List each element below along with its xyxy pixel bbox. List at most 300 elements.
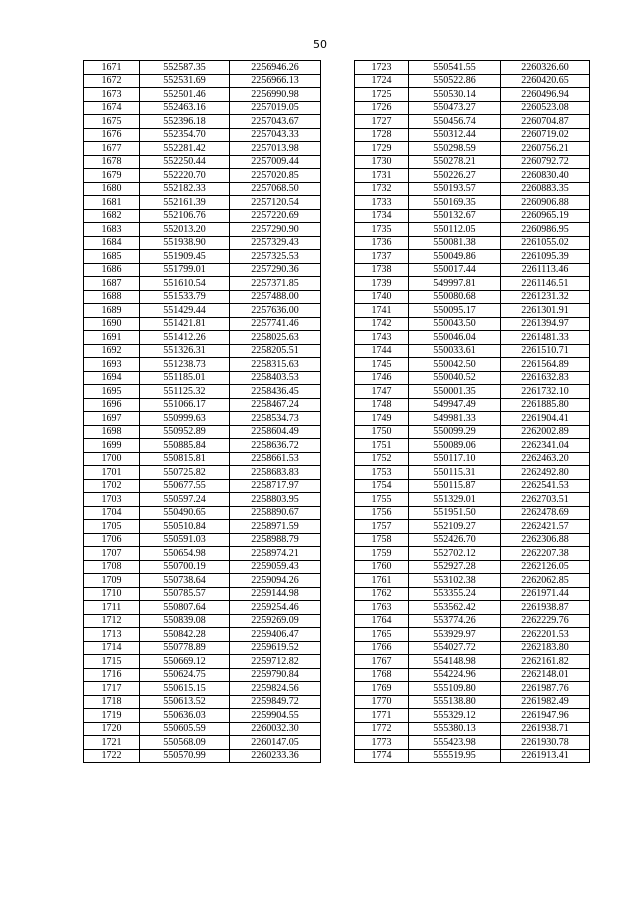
table-row [355,533,590,547]
y-coordinate-cell: 2260792.72 [501,155,590,169]
table-row [355,142,590,156]
table-row [355,182,590,196]
y-coordinate-cell: 2258803.95 [230,493,321,507]
table-row [84,452,321,466]
y-coordinate-cell: 2261301.91 [501,304,590,318]
x-coordinate-cell: 550700.19 [140,560,230,574]
y-coordinate-cell: 2257741.46 [230,317,321,331]
table-row [355,601,590,615]
x-coordinate-cell: 550591.03 [140,533,230,547]
table-row [355,425,590,439]
point-number-cell: 1737 [355,250,409,264]
y-coordinate-cell: 2261055.02 [501,236,590,250]
table-row [84,155,321,169]
y-coordinate-cell: 2261987.76 [501,682,590,696]
y-coordinate-cell: 2260906.88 [501,196,590,210]
x-coordinate-cell: 550046.04 [409,331,501,345]
table-row [84,196,321,210]
x-coordinate-cell: 551533.79 [140,290,230,304]
point-number-cell: 1766 [355,641,409,655]
x-coordinate-cell: 551938.90 [140,236,230,250]
point-number-cell: 1728 [355,128,409,142]
x-coordinate-cell: 550541.55 [409,61,501,75]
point-number-cell: 1695 [84,385,140,399]
point-number-cell: 1739 [355,277,409,291]
y-coordinate-cell: 2258636.72 [230,439,321,453]
table-row [84,560,321,574]
point-number-cell: 1738 [355,263,409,277]
x-coordinate-cell: 550473.27 [409,101,501,115]
table-row [84,749,321,763]
y-coordinate-cell: 2257043.33 [230,128,321,142]
y-coordinate-cell: 2261146.51 [501,277,590,291]
y-coordinate-cell: 2261632.83 [501,371,590,385]
x-coordinate-cell: 550080.68 [409,290,501,304]
table-row [84,547,321,561]
point-number-cell: 1691 [84,331,140,345]
table-body [84,61,321,763]
table-row [84,533,321,547]
point-number-cell: 1676 [84,128,140,142]
point-number-cell: 1731 [355,169,409,183]
table-row [355,547,590,561]
point-number-cell: 1700 [84,452,140,466]
point-number-cell: 1774 [355,749,409,763]
point-number-cell: 1707 [84,547,140,561]
point-number-cell: 1719 [84,709,140,723]
table-row [355,358,590,372]
table-row [355,412,590,426]
table-row [84,425,321,439]
table-row [355,520,590,534]
y-coordinate-cell: 2259849.72 [230,695,321,709]
y-coordinate-cell: 2260704.87 [501,115,590,129]
y-coordinate-cell: 2257068.50 [230,182,321,196]
point-number-cell: 1701 [84,466,140,480]
table-row [355,88,590,102]
table-row [355,695,590,709]
table-row [84,371,321,385]
x-coordinate-cell: 552463.16 [140,101,230,115]
table-row [84,520,321,534]
y-coordinate-cell: 2259824.56 [230,682,321,696]
point-number-cell: 1760 [355,560,409,574]
y-coordinate-cell: 2258661.53 [230,452,321,466]
table-row [84,250,321,264]
x-coordinate-cell: 550654.98 [140,547,230,561]
y-coordinate-cell: 2257290.36 [230,263,321,277]
point-number-cell: 1677 [84,142,140,156]
y-coordinate-cell: 2260830.40 [501,169,590,183]
x-coordinate-cell: 550042.50 [409,358,501,372]
table-row [355,155,590,169]
x-coordinate-cell: 552220.70 [140,169,230,183]
point-number-cell: 1748 [355,398,409,412]
x-coordinate-cell: 553562.42 [409,601,501,615]
point-number-cell: 1698 [84,425,140,439]
y-coordinate-cell: 2261095.39 [501,250,590,264]
y-coordinate-cell: 2261971.44 [501,587,590,601]
y-coordinate-cell: 2259254.46 [230,601,321,615]
x-coordinate-cell: 551799.01 [140,263,230,277]
table-row [355,61,590,75]
x-coordinate-cell: 550169.35 [409,196,501,210]
y-coordinate-cell: 2260233.36 [230,749,321,763]
table-row [84,709,321,723]
point-number-cell: 1680 [84,182,140,196]
point-number-cell: 1720 [84,722,140,736]
x-coordinate-cell: 550312.44 [409,128,501,142]
point-number-cell: 1773 [355,736,409,750]
x-coordinate-cell: 550839.08 [140,614,230,628]
table-row [355,614,590,628]
x-coordinate-cell: 551909.45 [140,250,230,264]
y-coordinate-cell: 2258604.49 [230,425,321,439]
y-coordinate-cell: 2262148.01 [501,668,590,682]
x-coordinate-cell: 550043.50 [409,317,501,331]
point-number-cell: 1734 [355,209,409,223]
table-row [355,209,590,223]
x-coordinate-cell: 550490.65 [140,506,230,520]
table-row [355,115,590,129]
y-coordinate-cell: 2261113.46 [501,263,590,277]
x-coordinate-cell: 550530.14 [409,88,501,102]
point-number-cell: 1723 [355,61,409,75]
table-row [84,412,321,426]
y-coordinate-cell: 2261885.80 [501,398,590,412]
point-number-cell: 1765 [355,628,409,642]
y-coordinate-cell: 2261510.71 [501,344,590,358]
x-coordinate-cell: 550298.59 [409,142,501,156]
table-row [355,101,590,115]
y-coordinate-cell: 2256966.13 [230,74,321,88]
x-coordinate-cell: 550842.28 [140,628,230,642]
x-coordinate-cell: 550049.86 [409,250,501,264]
point-number-cell: 1717 [84,682,140,696]
y-coordinate-cell: 2259406.47 [230,628,321,642]
y-coordinate-cell: 2258205.51 [230,344,321,358]
table-row [84,493,321,507]
y-coordinate-cell: 2258988.79 [230,533,321,547]
point-number-cell: 1754 [355,479,409,493]
y-coordinate-cell: 2258683.83 [230,466,321,480]
table-row [84,142,321,156]
y-coordinate-cell: 2258974.21 [230,547,321,561]
table-row [355,641,590,655]
table-row [84,628,321,642]
table-row [84,317,321,331]
x-coordinate-cell: 552109.27 [409,520,501,534]
point-number-cell: 1757 [355,520,409,534]
y-coordinate-cell: 2261564.89 [501,358,590,372]
table-row [84,88,321,102]
table-body [355,61,590,763]
y-coordinate-cell: 2260032.30 [230,722,321,736]
y-coordinate-cell: 2256990.98 [230,88,321,102]
y-coordinate-cell: 2259094.26 [230,574,321,588]
point-number-cell: 1699 [84,439,140,453]
table-row [84,358,321,372]
point-number-cell: 1713 [84,628,140,642]
x-coordinate-cell: 554027.72 [409,641,501,655]
y-coordinate-cell: 2262463.20 [501,452,590,466]
x-coordinate-cell: 550725.82 [140,466,230,480]
x-coordinate-cell: 551326.31 [140,344,230,358]
point-number-cell: 1693 [84,358,140,372]
point-number-cell: 1729 [355,142,409,156]
table-row [84,655,321,669]
table-row [84,128,321,142]
y-coordinate-cell: 2262478.69 [501,506,590,520]
x-coordinate-cell: 550613.52 [140,695,230,709]
y-coordinate-cell: 2259059.43 [230,560,321,574]
y-coordinate-cell: 2257009.44 [230,155,321,169]
x-coordinate-cell: 550570.99 [140,749,230,763]
table-row [355,560,590,574]
y-coordinate-cell: 2258534.73 [230,412,321,426]
y-coordinate-cell: 2258971.59 [230,520,321,534]
x-coordinate-cell: 550115.87 [409,479,501,493]
y-coordinate-cell: 2257013.98 [230,142,321,156]
point-number-cell: 1678 [84,155,140,169]
x-coordinate-cell: 555423.98 [409,736,501,750]
y-coordinate-cell: 2257120.54 [230,196,321,210]
x-coordinate-cell: 554224.96 [409,668,501,682]
table-row [355,196,590,210]
point-number-cell: 1730 [355,155,409,169]
point-number-cell: 1689 [84,304,140,318]
point-number-cell: 1733 [355,196,409,210]
point-number-cell: 1684 [84,236,140,250]
x-coordinate-cell: 552501.46 [140,88,230,102]
point-number-cell: 1679 [84,169,140,183]
y-coordinate-cell: 2257329.43 [230,236,321,250]
table-row [355,452,590,466]
point-number-cell: 1688 [84,290,140,304]
y-coordinate-cell: 2260756.21 [501,142,590,156]
x-coordinate-cell: 553929.97 [409,628,501,642]
x-coordinate-cell: 553355.24 [409,587,501,601]
x-coordinate-cell: 549947.49 [409,398,501,412]
point-number-cell: 1726 [355,101,409,115]
x-coordinate-cell: 551238.73 [140,358,230,372]
table-row [84,506,321,520]
x-coordinate-cell: 550040.52 [409,371,501,385]
point-number-cell: 1751 [355,439,409,453]
point-number-cell: 1686 [84,263,140,277]
table-row [355,385,590,399]
y-coordinate-cell: 2257636.00 [230,304,321,318]
x-coordinate-cell: 550778.89 [140,641,230,655]
point-number-cell: 1747 [355,385,409,399]
x-coordinate-cell: 550017.44 [409,263,501,277]
table-row [84,101,321,115]
y-coordinate-cell: 2257371.85 [230,277,321,291]
y-coordinate-cell: 2260420.65 [501,74,590,88]
point-number-cell: 1710 [84,587,140,601]
table-row [355,290,590,304]
table-row [84,574,321,588]
y-coordinate-cell: 2260326.60 [501,61,590,75]
x-coordinate-cell: 552106.76 [140,209,230,223]
table-row [84,614,321,628]
x-coordinate-cell: 551412.26 [140,331,230,345]
point-number-cell: 1709 [84,574,140,588]
y-coordinate-cell: 2261904.41 [501,412,590,426]
x-coordinate-cell: 550095.17 [409,304,501,318]
x-coordinate-cell: 555109.80 [409,682,501,696]
point-number-cell: 1690 [84,317,140,331]
table-row [355,655,590,669]
y-coordinate-cell: 2262541.53 [501,479,590,493]
table-row [355,479,590,493]
point-number-cell: 1673 [84,88,140,102]
point-number-cell: 1743 [355,331,409,345]
x-coordinate-cell: 550807.64 [140,601,230,615]
y-coordinate-cell: 2259904.55 [230,709,321,723]
y-coordinate-cell: 2258890.67 [230,506,321,520]
y-coordinate-cell: 2262421.57 [501,520,590,534]
y-coordinate-cell: 2260147.05 [230,736,321,750]
table-row [84,169,321,183]
point-number-cell: 1705 [84,520,140,534]
point-number-cell: 1745 [355,358,409,372]
x-coordinate-cell: 550522.86 [409,74,501,88]
x-coordinate-cell: 550001.35 [409,385,501,399]
x-coordinate-cell: 550738.64 [140,574,230,588]
x-coordinate-cell: 550117.10 [409,452,501,466]
table-row [84,682,321,696]
coordinates-table-left [83,60,321,763]
x-coordinate-cell: 550081.38 [409,236,501,250]
point-number-cell: 1671 [84,61,140,75]
y-coordinate-cell: 2262201.53 [501,628,590,642]
x-coordinate-cell: 551951.50 [409,506,501,520]
table-row [355,74,590,88]
table-row [84,439,321,453]
table-row [84,641,321,655]
point-number-cell: 1764 [355,614,409,628]
point-number-cell: 1744 [355,344,409,358]
x-coordinate-cell: 552927.28 [409,560,501,574]
point-number-cell: 1732 [355,182,409,196]
table-row [355,128,590,142]
table-row [355,223,590,237]
table-row [355,628,590,642]
x-coordinate-cell: 551429.44 [140,304,230,318]
x-coordinate-cell: 551125.32 [140,385,230,399]
table-row [84,290,321,304]
table-row [355,736,590,750]
y-coordinate-cell: 2257488.00 [230,290,321,304]
x-coordinate-cell: 552281.42 [140,142,230,156]
x-coordinate-cell: 552531.69 [140,74,230,88]
table-row [355,749,590,763]
y-coordinate-cell: 2262703.51 [501,493,590,507]
y-coordinate-cell: 2261394.97 [501,317,590,331]
x-coordinate-cell: 554148.98 [409,655,501,669]
point-number-cell: 1769 [355,682,409,696]
y-coordinate-cell: 2262341.04 [501,439,590,453]
page-number: 50 [313,38,327,51]
table-row [84,115,321,129]
x-coordinate-cell: 550099.29 [409,425,501,439]
y-coordinate-cell: 2256946.26 [230,61,321,75]
x-coordinate-cell: 553102.38 [409,574,501,588]
point-number-cell: 1771 [355,709,409,723]
y-coordinate-cell: 2261231.32 [501,290,590,304]
table-row [84,182,321,196]
y-coordinate-cell: 2258315.63 [230,358,321,372]
x-coordinate-cell: 552250.44 [140,155,230,169]
x-coordinate-cell: 550615.15 [140,682,230,696]
point-number-cell: 1703 [84,493,140,507]
point-number-cell: 1767 [355,655,409,669]
y-coordinate-cell: 2257043.67 [230,115,321,129]
point-number-cell: 1740 [355,290,409,304]
table-row [84,277,321,291]
x-coordinate-cell: 552426.70 [409,533,501,547]
x-coordinate-cell: 550952.89 [140,425,230,439]
x-coordinate-cell: 552161.39 [140,196,230,210]
table-row [355,250,590,264]
y-coordinate-cell: 2261938.87 [501,601,590,615]
y-coordinate-cell: 2262229.76 [501,614,590,628]
x-coordinate-cell: 550785.57 [140,587,230,601]
y-coordinate-cell: 2260986.95 [501,223,590,237]
x-coordinate-cell: 550456.74 [409,115,501,129]
x-coordinate-cell: 550115.31 [409,466,501,480]
table-row [84,263,321,277]
x-coordinate-cell: 552354.70 [140,128,230,142]
point-number-cell: 1704 [84,506,140,520]
x-coordinate-cell: 552396.18 [140,115,230,129]
point-number-cell: 1746 [355,371,409,385]
table-row [355,263,590,277]
point-number-cell: 1721 [84,736,140,750]
table-row [355,722,590,736]
x-coordinate-cell: 550636.03 [140,709,230,723]
x-coordinate-cell: 550568.09 [140,736,230,750]
point-number-cell: 1694 [84,371,140,385]
point-number-cell: 1706 [84,533,140,547]
y-coordinate-cell: 2258717.97 [230,479,321,493]
y-coordinate-cell: 2258467.24 [230,398,321,412]
table-row [355,493,590,507]
point-number-cell: 1715 [84,655,140,669]
x-coordinate-cell: 549981.33 [409,412,501,426]
point-number-cell: 1768 [355,668,409,682]
point-number-cell: 1697 [84,412,140,426]
x-coordinate-cell: 550677.55 [140,479,230,493]
y-coordinate-cell: 2261947.96 [501,709,590,723]
y-coordinate-cell: 2260523.08 [501,101,590,115]
y-coordinate-cell: 2262161.82 [501,655,590,669]
table-row [84,331,321,345]
table-row [355,236,590,250]
x-coordinate-cell: 550226.27 [409,169,501,183]
y-coordinate-cell: 2262002.89 [501,425,590,439]
x-coordinate-cell: 551421.81 [140,317,230,331]
table-row [355,466,590,480]
table-row [355,682,590,696]
y-coordinate-cell: 2261913.41 [501,749,590,763]
x-coordinate-cell: 551610.54 [140,277,230,291]
point-number-cell: 1741 [355,304,409,318]
y-coordinate-cell: 2262062.85 [501,574,590,588]
point-number-cell: 1772 [355,722,409,736]
x-coordinate-cell: 550597.24 [140,493,230,507]
